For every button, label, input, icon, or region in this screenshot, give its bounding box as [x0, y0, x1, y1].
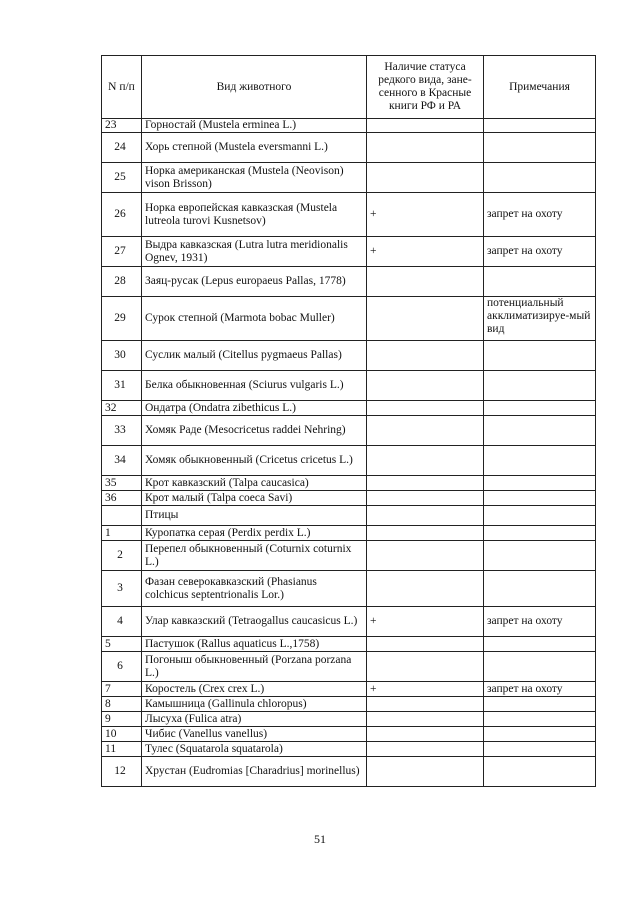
row-note: [484, 712, 596, 727]
row-number: 10: [102, 727, 142, 742]
row-number: 27: [102, 237, 142, 267]
red-book-status: [367, 133, 484, 163]
row-number: 9: [102, 712, 142, 727]
row-number: 8: [102, 697, 142, 712]
row-note: [484, 401, 596, 416]
table-row: [102, 742, 596, 757]
row-note: [484, 416, 596, 446]
row-note: [484, 637, 596, 652]
red-book-status: [367, 371, 484, 401]
row-number: 7: [102, 682, 142, 697]
species-table: [101, 55, 596, 787]
row-note: [484, 267, 596, 297]
species-name: Норка американская (Mustela (Neovison) vison Brisson): [142, 163, 367, 193]
red-book-status: [367, 506, 484, 526]
row-note: [484, 133, 596, 163]
row-number: 30: [102, 341, 142, 371]
red-book-status: +: [367, 193, 484, 237]
species-name: Крот малый (Talpa coeca Savi): [142, 491, 367, 506]
red-book-status: [367, 416, 484, 446]
row-number: 35: [102, 476, 142, 491]
table-row: [102, 526, 596, 541]
row-number: 25: [102, 163, 142, 193]
row-note: [484, 446, 596, 476]
table-row: [102, 697, 596, 712]
row-note: [484, 491, 596, 506]
table-row: [102, 491, 596, 506]
red-book-status: [367, 712, 484, 727]
row-note: [484, 506, 596, 526]
species-name: Погоныш обыкновенный (Porzana porzana L.): [142, 652, 367, 682]
table-row: [102, 571, 596, 607]
row-note: [484, 476, 596, 491]
red-book-status: [367, 757, 484, 787]
red-book-status: +: [367, 237, 484, 267]
row-note: [484, 727, 596, 742]
red-book-status: [367, 526, 484, 541]
row-number: 1: [102, 526, 142, 541]
table-row: [102, 371, 596, 401]
row-number: 12: [102, 757, 142, 787]
red-book-status: [367, 652, 484, 682]
red-book-status: [367, 727, 484, 742]
row-note: запрет на охоту: [484, 682, 596, 697]
row-number: 34: [102, 446, 142, 476]
table-row: [102, 712, 596, 727]
species-name: Лысуха (Fulica atra): [142, 712, 367, 727]
page-number: 51: [314, 832, 326, 846]
red-book-status: [367, 267, 484, 297]
row-note: [484, 742, 596, 757]
species-name: Перепел обыкновенный (Coturnix coturnix L.): [142, 541, 367, 571]
row-number: 32: [102, 401, 142, 416]
table-row: [102, 193, 596, 237]
table-row: [102, 119, 596, 133]
red-book-status: [367, 571, 484, 607]
table-row: [102, 637, 596, 652]
row-note: [484, 341, 596, 371]
species-name: Норка европейская кавказская (Mustela lutreola turovi Kusnetsov): [142, 193, 367, 237]
species-name: Ондатра (Ondatra zibethicus L.): [142, 401, 367, 416]
header-status: Наличие статуса редкого вида, зане-сенного в Красные книги РФ и РА: [367, 56, 484, 119]
row-number: 24: [102, 133, 142, 163]
row-note: потенциальный акклиматизируе-мый вид: [484, 297, 596, 341]
table-row: [102, 297, 596, 341]
row-note: [484, 541, 596, 571]
row-number: [102, 506, 142, 526]
row-number: 11: [102, 742, 142, 757]
species-name: Выдра кавказская (Lutra lutra meridionalis Ognev, 1931): [142, 237, 367, 267]
species-name: Белка обыкновенная (Sciurus vulgaris L.): [142, 371, 367, 401]
row-note: запрет на охоту: [484, 607, 596, 637]
red-book-status: [367, 446, 484, 476]
table-row: [102, 341, 596, 371]
row-number: 28: [102, 267, 142, 297]
header-species: Вид животного: [142, 56, 367, 119]
species-name: Куропатка серая (Perdix perdix L.): [142, 526, 367, 541]
table-row: [102, 133, 596, 163]
species-name: Хомяк обыкновенный (Cricetus cricetus L.): [142, 446, 367, 476]
row-note: [484, 119, 596, 133]
species-name: Птицы: [142, 506, 367, 526]
row-note: [484, 526, 596, 541]
red-book-status: +: [367, 682, 484, 697]
row-number: 5: [102, 637, 142, 652]
species-name: Улар кавказский (Tetraogallus caucasicus L.): [142, 607, 367, 637]
row-note: запрет на охоту: [484, 237, 596, 267]
row-number: 29: [102, 297, 142, 341]
row-note: [484, 757, 596, 787]
red-book-status: [367, 742, 484, 757]
red-book-status: [367, 476, 484, 491]
table-row: [102, 476, 596, 491]
species-name: Хомяк Раде (Mesocricetus raddei Nehring): [142, 416, 367, 446]
row-note: [484, 652, 596, 682]
table-row: [102, 727, 596, 742]
row-number: 36: [102, 491, 142, 506]
header-notes: Примечания: [484, 56, 596, 119]
red-book-status: [367, 491, 484, 506]
row-number: 3: [102, 571, 142, 607]
red-book-status: [367, 341, 484, 371]
table-row: [102, 652, 596, 682]
species-name: Фазан северокавказский (Phasianus colchicus septentrionalis Lor.): [142, 571, 367, 607]
row-note: [484, 163, 596, 193]
table-row: [102, 506, 596, 526]
species-name: Хрустан (Eudromias [Charadrius] morinellus): [142, 757, 367, 787]
table-row: [102, 163, 596, 193]
species-name: Сурок степной (Marmota bobac Muller): [142, 297, 367, 341]
header-num: N п/п: [102, 56, 142, 119]
species-name: Пастушок (Rallus aquaticus L.,1758): [142, 637, 367, 652]
red-book-status: [367, 119, 484, 133]
table-row: [102, 541, 596, 571]
row-note: [484, 371, 596, 401]
table-body: [102, 119, 596, 787]
row-number: 4: [102, 607, 142, 637]
species-name: Коростель (Crex crex L.): [142, 682, 367, 697]
red-book-status: [367, 297, 484, 341]
species-name: Заяц-русак (Lepus europaeus Pallas, 1778): [142, 267, 367, 297]
species-name: Горностай (Mustela erminea L.): [142, 119, 367, 133]
row-number: 33: [102, 416, 142, 446]
table-row: [102, 401, 596, 416]
species-name: Суслик малый (Citellus pygmaeus Pallas): [142, 341, 367, 371]
row-number: 23: [102, 119, 142, 133]
row-number: 26: [102, 193, 142, 237]
row-number: 31: [102, 371, 142, 401]
table-row: [102, 446, 596, 476]
table-row: [102, 757, 596, 787]
table-row: [102, 237, 596, 267]
row-note: запрет на охоту: [484, 193, 596, 237]
red-book-status: [367, 637, 484, 652]
red-book-status: +: [367, 607, 484, 637]
red-book-status: [367, 541, 484, 571]
species-name: Камышница (Gallinula chloropus): [142, 697, 367, 712]
row-note: [484, 571, 596, 607]
table-row: [102, 607, 596, 637]
red-book-status: [367, 697, 484, 712]
species-name: Чибис (Vanellus vanellus): [142, 727, 367, 742]
species-name: Тулес (Squatarola squatarola): [142, 742, 367, 757]
red-book-status: [367, 401, 484, 416]
row-number: 6: [102, 652, 142, 682]
table-row: [102, 416, 596, 446]
table-row: [102, 682, 596, 697]
species-name: Хорь степной (Mustela eversmanni L.): [142, 133, 367, 163]
row-note: [484, 697, 596, 712]
red-book-status: [367, 163, 484, 193]
table-row: [102, 267, 596, 297]
row-number: 2: [102, 541, 142, 571]
species-name: Крот кавказский (Talpa caucasica): [142, 476, 367, 491]
table-header-row: [102, 56, 596, 119]
